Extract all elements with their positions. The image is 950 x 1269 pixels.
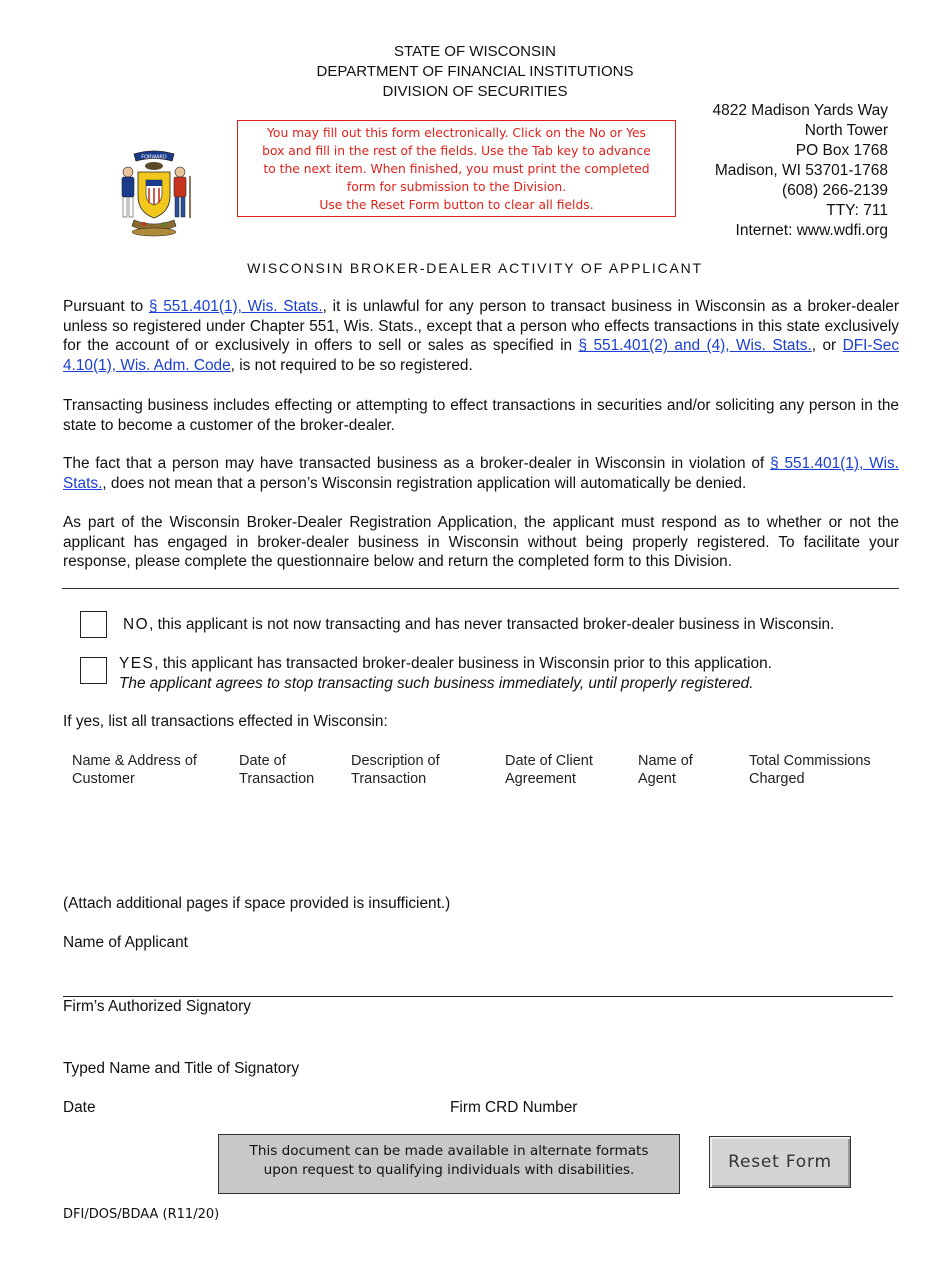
column-header-client-agreement-date [505,752,593,788]
column-header-line: Transaction [239,771,315,787]
column-header-line: Date of [239,753,286,769]
column-header-transaction-date [239,752,314,788]
address-po-box: PO Box 1768 [795,142,888,159]
column-header-line: Name of [638,753,693,769]
statute-link-551-401-1[interactable]: § 551.401(1), Wis. Stats. [148,298,323,315]
form-code: DFI/DOS/BDAA (R11/20) [63,1207,220,1222]
column-header-line: Name & Address of [72,753,197,769]
agency-header [0,42,950,102]
yes-text: , this applicant has transacted broker-dealer business in Wisconsin prior to this application. [154,655,772,672]
notice-line: to the next item. When finished, you must print the completed [263,162,650,176]
column-header-description [351,752,440,788]
column-header-line: Charged [749,771,805,787]
address-city: Madison, WI 53701-1768 [714,162,888,179]
no-checkbox[interactable] [80,611,107,638]
column-header-line: Date of Client [505,753,593,769]
yes-agreement-text: The applicant agrees to stop transacting such business immediately, until properly registered. [119,675,754,692]
applicant-name-input[interactable] [196,936,898,956]
header-department: DEPARTMENT OF FINANCIAL INSTITUTIONS [316,63,634,80]
no-option-label [123,615,834,635]
typed-name-title-input[interactable] [63,1040,894,1060]
column-header-customer [72,752,197,788]
date-input[interactable] [101,1097,411,1117]
wisconsin-state-seal [104,146,204,244]
header-division: DIVISION OF SECURITIES [382,83,568,100]
notice-line: You may fill out this form electronically. Click on the No or Yes [267,126,646,140]
notice-line: form for submission to the Division. [346,180,567,194]
typed-name-title-label: Typed Name and Title of Signatory [63,1060,300,1077]
column-header-commissions [749,752,871,788]
admin-code-link-dfi-sec-4-10[interactable]: DFI-Sec 4.10(1), Wis. Adm. Code [63,337,900,374]
seal-icon [104,146,204,244]
text-span: , it is unlawful for any person to transact business in Wisconsin as a broker-dealer unless so registered under Chapter 551, Wis. Stats., except that a person who effects transactions in this state exclusively for the account of or exclusively in offers to sell or sales as specified in [63,298,899,355]
address-phone: (608) 266-2139 [782,182,888,199]
yes-checkbox[interactable] [80,657,107,684]
date-label: Date [63,1099,96,1116]
reset-form-button[interactable]: Reset Form [709,1136,851,1188]
notice-line: Use the Reset Form button to clear all fields. [319,198,594,212]
accessibility-line: This document can be made available in alternate formats [249,1143,649,1159]
transactions-entry-area[interactable] [63,795,899,885]
text-span: , is not required to be so registered. [230,356,473,374]
paragraph-instructions: As part of the Wisconsin Broker-Dealer Registration Application, the applicant must respond as to whether or not the applicant has engaged in broker-dealer business in Wisconsin without being properly registered. To facilitate your response, please complete the questionnaire below and return the completed form to this Division. [63,514,899,571]
seal-banner-text: FORWARD [141,154,167,161]
address-building: North Tower [804,122,888,139]
transactions-intro: If yes, list all transactions effected in Wisconsin: [63,713,388,730]
yes-option-label [119,654,772,694]
crd-number-label: Firm CRD Number [450,1099,578,1116]
form-title: WISCONSIN BROKER-DEALER ACTIVITY OF APPLICANT [247,260,703,276]
statute-link-551-401-2-4[interactable]: § 551.401(2) and (4), Wis. Stats. [578,337,812,355]
attach-pages-note: (Attach additional pages if space provided is insufficient.) [63,895,451,912]
text-span: The fact that a person may have transacted business as a broker-dealer in Wisconsin in violation of [63,455,771,472]
paragraph-transacting-definition: Transacting business includes effecting or attempting to effect transactions in securities and/or soliciting any person in the state to become a customer of the broker-dealer. [63,397,899,434]
signatory-signature-line[interactable] [63,978,893,997]
yes-word: YES [119,655,155,672]
header-state: STATE OF WISCONSIN [394,43,556,60]
signatory-label: Firm’s Authorized Signatory [63,998,251,1015]
text-span: , does not mean that a person’s Wisconsin registration application will automatically be denied. [102,474,747,492]
electronic-fill-notice [237,120,676,217]
statute-link-551-401-1-b[interactable]: § 551.401(1), Wis. Stats. [63,455,899,492]
paragraph-violation-note [63,454,899,493]
column-header-line: Agent [638,771,676,787]
accessibility-line: upon request to qualifying individuals with disabilities. [263,1162,635,1178]
column-header-agent [638,752,693,788]
column-header-line: Description of [351,753,440,769]
notice-line: box and fill in the rest of the fields. Use the Tab key to advance [262,144,651,158]
address-tty: TTY: 711 [826,202,888,219]
column-header-line: Customer [72,771,135,787]
section-divider [62,588,899,589]
column-header-line: Transaction [351,771,427,787]
crd-number-input[interactable] [597,1098,892,1118]
column-header-line: Agreement [505,771,576,787]
accessibility-notice [218,1134,680,1194]
column-header-line: Total Commissions [749,753,871,769]
text-span: , or [811,337,843,355]
address-internet: Internet: www.wdfi.org [735,222,888,239]
paragraph-statute [63,297,899,375]
no-text: , this applicant is not now transacting and has never transacted broker-dealer business in Wisconsin. [149,616,835,633]
text-span: Pursuant to [63,298,149,315]
address-street: 4822 Madison Yards Way [712,102,888,119]
agency-address [713,101,888,241]
no-word: NO [123,616,150,633]
applicant-name-label: Name of Applicant [63,934,188,951]
